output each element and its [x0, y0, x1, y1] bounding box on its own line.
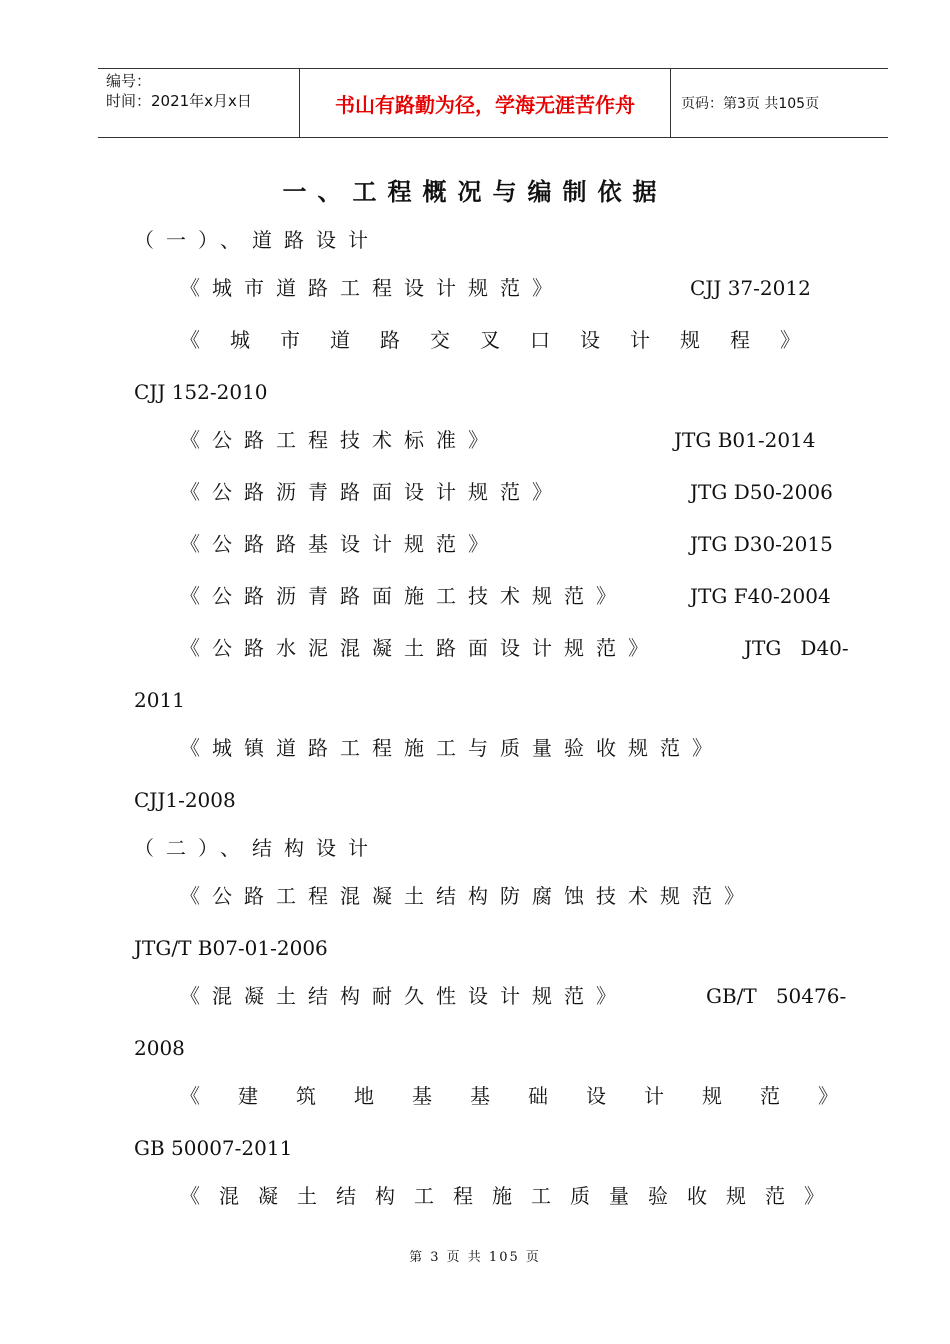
page-footer: 第 3 页 共 105 页	[409, 1250, 541, 1265]
standard-code: GB 50007-2011	[134, 1136, 293, 1160]
time-label: 时间：2021年x月x日	[106, 92, 252, 110]
standard-name: 《混凝土结构工程施工质量验收规范》	[180, 1184, 843, 1208]
standard-name: 《公路沥青路面施工技术规范》	[180, 584, 628, 608]
standard-code: JTG D50-2006	[690, 480, 833, 504]
standard-code: GB/T 50476-	[706, 984, 847, 1008]
header-page-info: 页码：第3页 共105页	[681, 96, 820, 112]
standard-name: 《城市道路交叉口设计规程》	[180, 328, 830, 352]
standard-name: 《城市道路工程设计规范》	[180, 276, 564, 300]
standard-code-continued: 2011	[134, 688, 185, 712]
standard-name: 《公路工程技术标准》	[180, 428, 500, 452]
number-label: 编号：	[106, 72, 152, 90]
section-heading-road: （一）、道路设计	[134, 228, 380, 252]
standard-name: 《公路路基设计规范》	[180, 532, 500, 556]
standard-name: 《建筑地基基础设计规范》	[180, 1084, 876, 1108]
standard-code: CJJ 152-2010	[134, 380, 268, 404]
standard-name: 《公路沥青路面设计规范》	[180, 480, 564, 504]
section-heading-structure: （二）、结构设计	[134, 836, 380, 860]
header-meta	[98, 69, 300, 137]
standard-name: 《混凝土结构耐久性设计规范》	[180, 984, 628, 1008]
standard-code: JTG/T B07-01-2006	[134, 936, 328, 960]
standard-name: 《公路工程混凝土结构防腐蚀技术规范》	[180, 884, 756, 908]
standard-code: JTG F40-2004	[690, 584, 831, 608]
standard-code: JTG D40-	[744, 636, 849, 660]
standard-code: JTG D30-2015	[690, 532, 833, 556]
document-header	[98, 68, 888, 138]
standard-code: CJJ1-2008	[134, 788, 236, 812]
section-title: 一、工程概况与编制依据	[282, 178, 668, 206]
header-motto: 书山有路勤为径，学海无涯苦作舟	[300, 69, 671, 137]
standard-code: JTG B01-2014	[674, 428, 816, 452]
standard-name: 《城镇道路工程施工与质量验收规范》	[180, 736, 724, 760]
standard-code: CJJ 37-2012	[690, 276, 811, 300]
standard-name: 《公路水泥混凝土路面设计规范》	[180, 636, 660, 660]
standard-code-continued: 2008	[134, 1036, 185, 1060]
